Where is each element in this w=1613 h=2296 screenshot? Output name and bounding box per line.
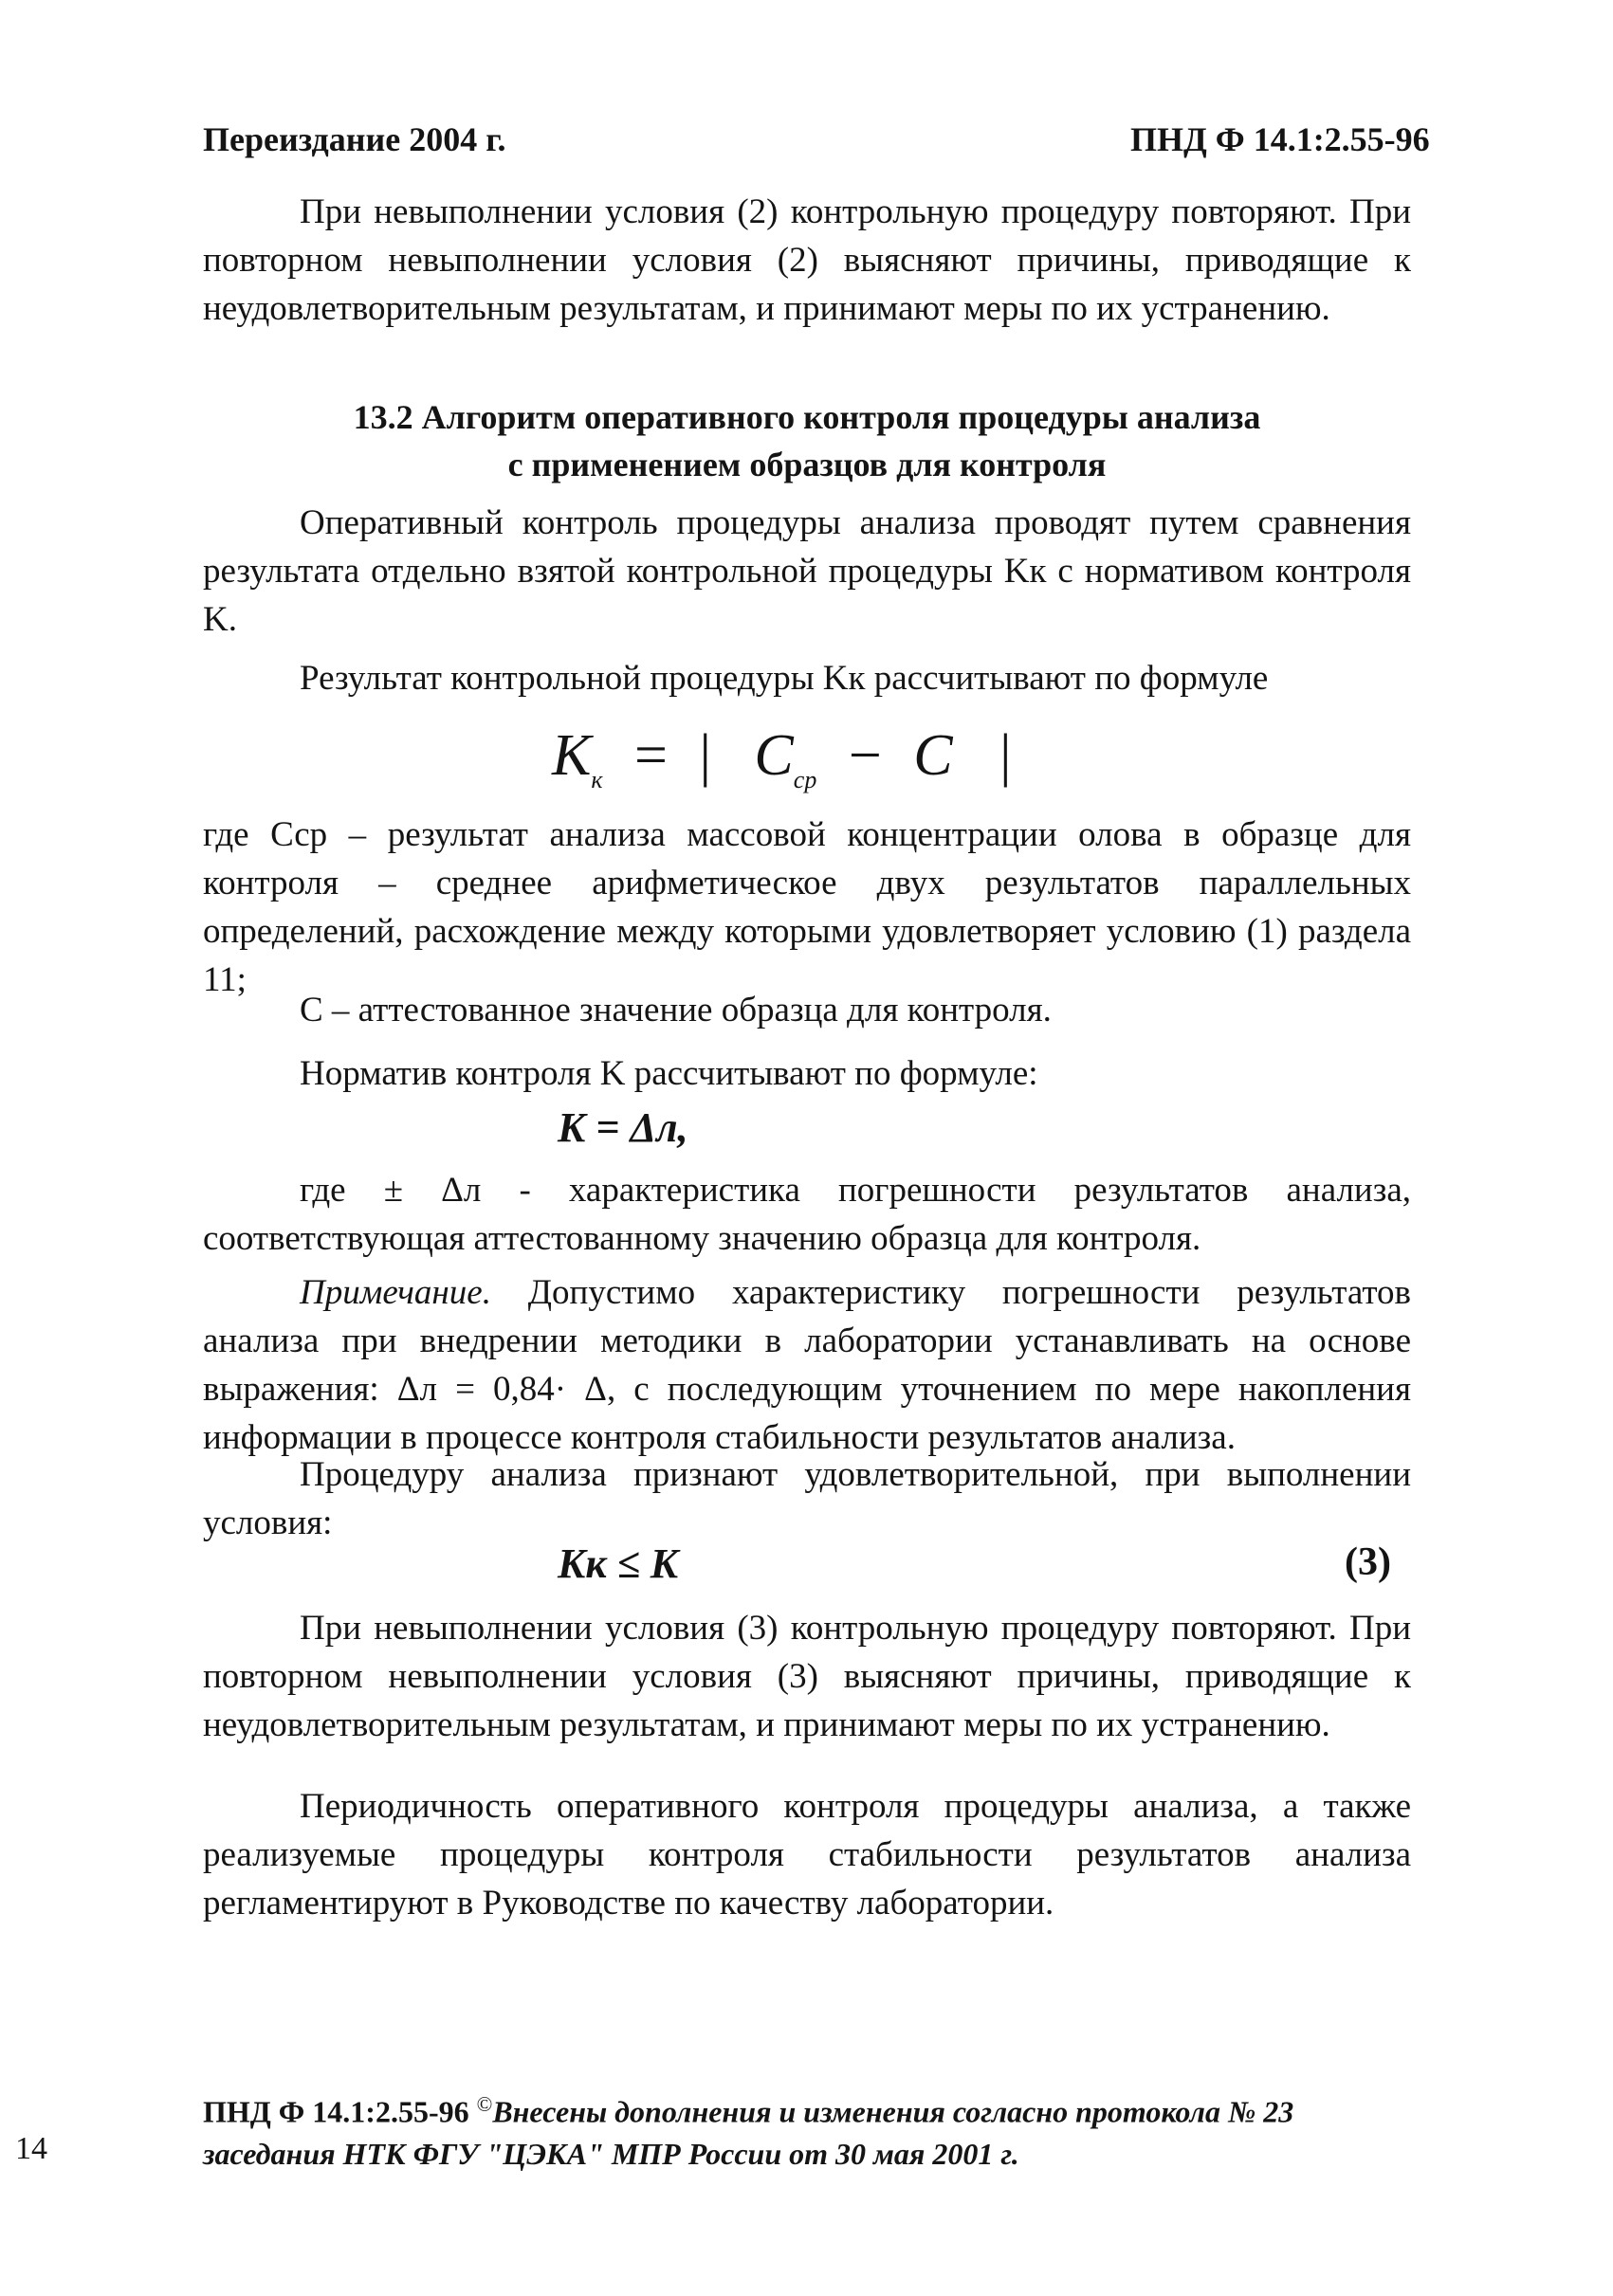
formula-kk-c: C xyxy=(913,723,953,788)
formula-kk-c-avg: C xyxy=(754,723,794,788)
footnote xyxy=(203,2084,1426,2175)
formula-kk-lhs: K xyxy=(552,723,592,788)
paragraph-result-formula-intro: Результат контрольной процедуры Kк рассчитывают по формуле xyxy=(300,659,1269,698)
paragraph-c-avg-definition: где Сср – результат анализа массовой концентрации олова в образце для контроля – среднее арифметическое двух результатов параллельных определений, расхождение между которыми удовлетворяет условию (1) раздела 11; xyxy=(203,815,1411,999)
paragraph-repeat-condition-2: При невыполнении условия (2) контрольную процедуру повторяют. При повторном невыполнении условия (2) выясняют причины, приводящие к неудовлетворительным результатам, и принимают меры по их устранению. xyxy=(203,192,1411,328)
formula-3-number: (3) xyxy=(1345,1540,1391,1584)
section-heading-line-2: с применением образцов для контроля xyxy=(507,446,1107,483)
paragraph-acceptance-condition: Процедуру анализа признают удовлетворительной, при выполнении условия: xyxy=(203,1455,1411,1542)
paragraph-periodicity: Периодичность оперативного контроля процедуры анализа, а также реализуемые процедуры контроля стабильности результатов анализа регламентируют в Руководстве по качеству лаборатории. xyxy=(203,1787,1411,1922)
paragraph-c-definition: С – аттестованное значение образца для контроля. xyxy=(300,991,1052,1030)
formula-kk-lhs-sub: к xyxy=(591,766,603,793)
footnote-mark: © xyxy=(476,2092,493,2116)
formula-kk-le-k: Kк ≤ K xyxy=(558,1540,679,1587)
formula-kk-c-avg-sub: ср xyxy=(793,766,817,793)
paragraph-note xyxy=(203,1268,1411,1462)
paragraph-delta-definition: где ± Δл - характеристика погрешности результатов анализа, соответствующая аттестованному значению образца для контроля. xyxy=(203,1171,1411,1258)
paragraph-norm-formula-intro: Норматив контроля K рассчитывают по формуле: xyxy=(300,1054,1038,1093)
note-text: Допустимо характеристику погрешности результатов анализа при внедрении методики в лаборатории устанавливать на основе выражения: Δл = 0,84· Δ, с последующим уточнением по мере накопления информации в процессе контроля стабильности результатов анализа. xyxy=(203,1273,1412,1457)
formula-k-norm: K = Δл, xyxy=(558,1104,688,1151)
footnote-text: Внесены дополнения и изменения согласно протокола № 23 заседания НТК ФГУ "ЦЭКА" МПР России от 30 мая 2001 г. xyxy=(203,2094,1294,2171)
formula-kk: $K_к$ = | $C_{ср} - C$ | xyxy=(552,723,1012,793)
section-heading-line-1: 13.2 Алгоритм оперативного контроля процедуры анализа xyxy=(353,398,1261,436)
header-doc-code: ПНД Ф 14.1:2.55-96 xyxy=(1130,120,1430,158)
section-heading xyxy=(203,393,1411,488)
page-number: 14 xyxy=(15,2131,47,2166)
header-edition: Переиздание 2004 г. xyxy=(203,120,506,158)
footnote-code: ПНД Ф 14.1:2.55-96 xyxy=(203,2094,469,2129)
paragraph-operational-control: Оперативный контроль процедуры анализа проводят путем сравнения результата отдельно взятой контрольной процедуры Kк с нормативом контроля K. xyxy=(203,503,1411,639)
note-label: Примечание. xyxy=(300,1273,491,1312)
paragraph-repeat-condition-3: При невыполнении условия (3) контрольную процедуру повторяют. При повторном невыполнении условия (3) выясняют причины, приводящие к неудовлетворительным результатам, и принимают меры по их устранению. xyxy=(203,1609,1411,1744)
